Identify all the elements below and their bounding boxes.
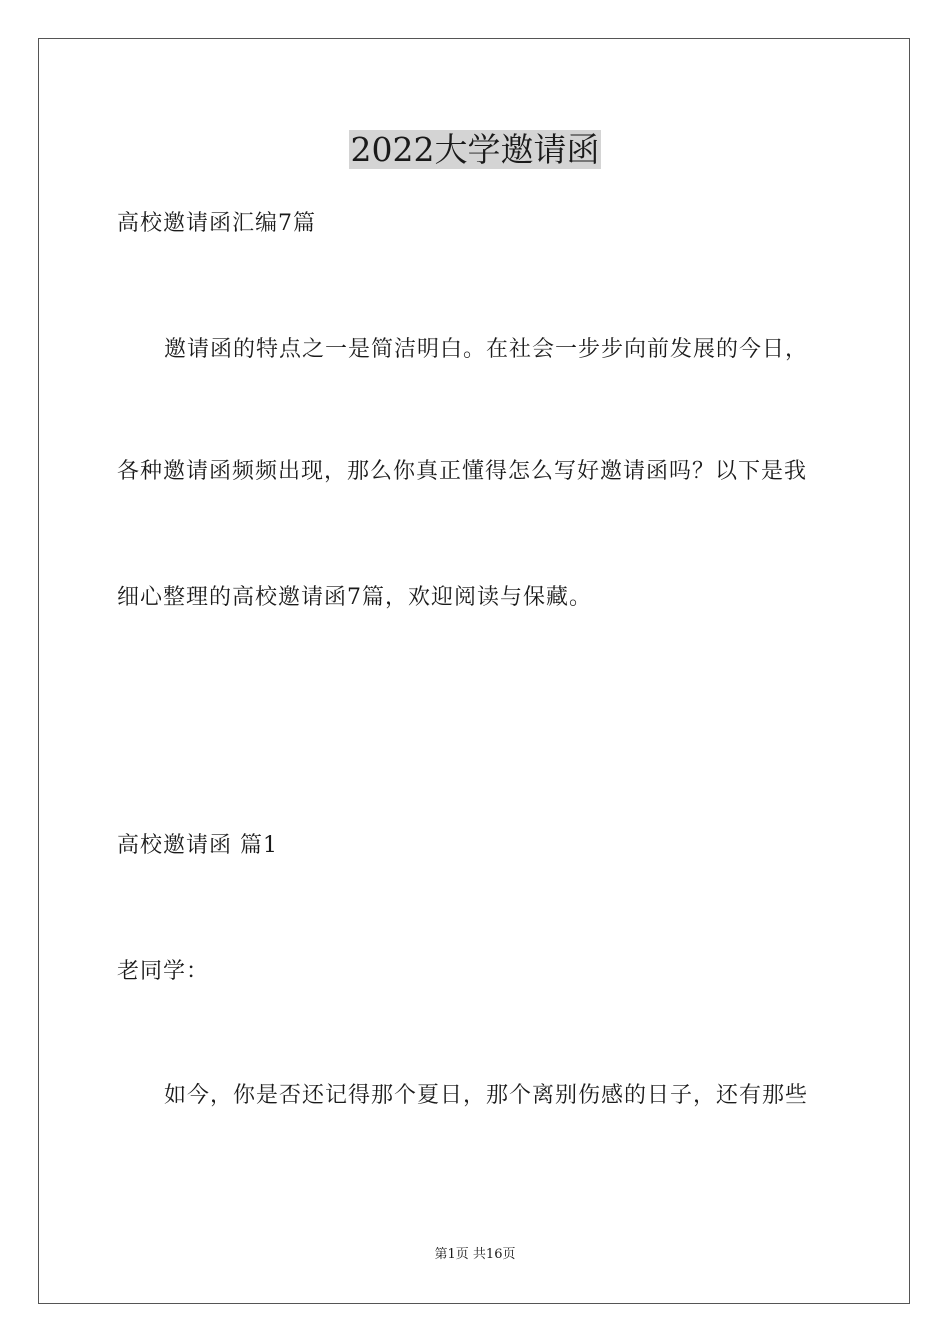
body-line: 如今，你是否还记得那个夏日，那个离别伤感的日子，还有那些 xyxy=(164,1083,809,1108)
intro-line-1: 邀请函的特点之一是简洁明白。在社会一步步向前发展的今日， xyxy=(164,337,809,362)
document-subtitle: 高校邀请函汇编7篇 xyxy=(117,211,316,236)
page-footer: 第1页 共16页 xyxy=(434,1247,516,1262)
document-title-text: 2022大学邀请函 xyxy=(350,130,600,169)
section-heading: 高校邀请函 篇1 xyxy=(117,833,278,858)
document-title xyxy=(0,128,950,172)
intro-line-2: 各种邀请函频频出现，那么你真正懂得怎么写好邀请函吗？以下是我 xyxy=(117,459,808,484)
intro-line-3: 细心整理的高校邀请函7篇，欢迎阅读与保藏。 xyxy=(117,585,592,610)
salutation: 老同学： xyxy=(117,959,210,984)
